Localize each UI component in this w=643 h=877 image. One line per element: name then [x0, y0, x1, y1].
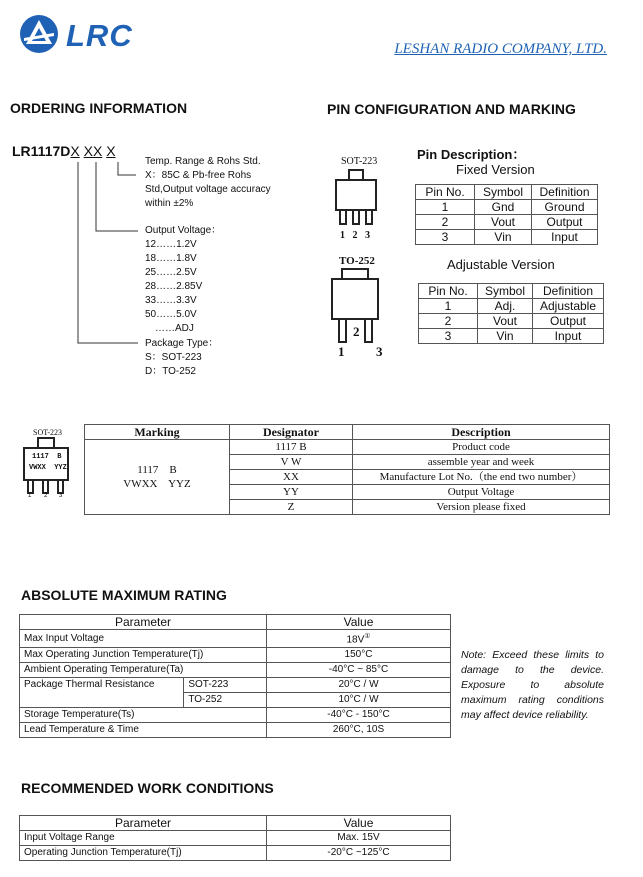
description-cell: Product code	[353, 440, 610, 455]
header-cell: Value	[267, 615, 451, 630]
rating-note: Note: Exceed these limits to damage to the device. Exposure to absolute maximum rating conditions may affect device reliability.	[461, 649, 604, 721]
value-cell: Max. 15V	[267, 831, 451, 846]
table-cell: 1	[416, 200, 475, 215]
table-row	[20, 648, 451, 663]
table-row	[20, 630, 451, 648]
table-header-row	[419, 284, 604, 299]
table-cell: Ground	[532, 200, 598, 215]
marking-package-label: SOT-223	[33, 428, 63, 437]
table-row	[20, 708, 451, 723]
header-cell: Pin No.	[419, 284, 478, 299]
header-cell: Marking	[85, 425, 230, 440]
table-cell: 3	[416, 230, 475, 245]
part-prefix: LR1117D	[12, 143, 71, 159]
table-cell: 1	[419, 299, 478, 314]
table-cell: Adj.	[478, 299, 533, 314]
absolute-max-table	[19, 614, 451, 738]
header-cell: Value	[267, 816, 451, 831]
table-header-row	[20, 816, 451, 831]
table-cell: Adjustable	[533, 299, 604, 314]
table-row	[416, 215, 598, 230]
marking-cell	[85, 440, 230, 515]
sot223-pin-numbers: 1 2 3	[340, 230, 370, 241]
value-cell: 260°C, 10S	[267, 723, 451, 738]
table-row	[20, 678, 451, 693]
voltage-item: 50……5.0V	[145, 309, 197, 320]
voltage-item: 25……2.5V	[145, 267, 197, 278]
table-row	[85, 440, 610, 455]
param-cell: Input Voltage Range	[20, 831, 267, 846]
table-row	[20, 831, 451, 846]
temp-line: Std,Output voltage accuracy	[145, 184, 271, 195]
value-cell: -20°C ~125°C	[267, 846, 451, 861]
package-cell: TO-252	[184, 693, 267, 708]
to252-label: TO-252	[339, 255, 375, 267]
value-cell: 10°C / W	[267, 693, 451, 708]
voltage-item: 18……1.8V	[145, 253, 197, 264]
value-cell	[267, 630, 451, 648]
value-cell: 20°C / W	[267, 678, 451, 693]
description-cell: Version please fixed	[353, 500, 610, 515]
param-cell: Ambient Operating Temperature(Ta)	[20, 663, 267, 678]
header-cell: Symbol	[478, 284, 533, 299]
voltage-list	[145, 224, 221, 336]
part-voltage-code: XX	[83, 143, 103, 159]
table-cell: Vout	[475, 215, 532, 230]
ordering-title: ORDERING INFORMATION	[10, 100, 188, 116]
voltage-item: 33……3.3V	[145, 295, 197, 306]
chip-mark-line1: 1117 B	[32, 453, 62, 461]
designator-cell: YY	[230, 485, 353, 500]
sot223-package-icon	[330, 168, 390, 230]
recommended-title: RECOMMENDED WORK CONDITIONS	[21, 780, 274, 796]
chip-pin-1: 1	[28, 493, 32, 499]
package-cell: SOT-223	[184, 678, 267, 693]
table-cell: 2	[419, 314, 478, 329]
value-cell: -40°C ~ 85°C	[267, 663, 451, 678]
header-cell: Definition	[532, 185, 598, 200]
table-cell: Vin	[478, 329, 533, 344]
adjustable-version-title: Adjustable Version	[447, 257, 555, 272]
header-cell: Designator	[230, 425, 353, 440]
temp-line: within ±2%	[145, 198, 194, 209]
to252-pin2: 2	[353, 324, 360, 339]
sot223-label: SOT-223	[341, 156, 378, 167]
value-cell: 150°C	[267, 648, 451, 663]
table-cell: Input	[533, 329, 604, 344]
param-cell: Max Operating Junction Temperature(Tj)	[20, 648, 267, 663]
designator-cell: XX	[230, 470, 353, 485]
param-cell: Package Thermal Resistance	[20, 678, 184, 708]
company-name: LESHAN RADIO COMPANY, LTD.	[394, 41, 607, 57]
chip-pin-3: 3	[59, 493, 63, 499]
voltage-item: ……ADJ	[155, 323, 194, 334]
package-type-list	[145, 337, 218, 379]
param-cell: Lead Temperature & Time	[20, 723, 267, 738]
logo-text: LRC	[66, 18, 133, 53]
table-row	[419, 329, 604, 344]
header-cell: Definition	[533, 284, 604, 299]
package-item: D：TO-252	[145, 366, 196, 377]
param-cell: Storage Temperature(Ts)	[20, 708, 267, 723]
table-cell: Output	[533, 314, 604, 329]
to252-pin1: 1	[338, 344, 345, 359]
chip-mark-line2: VWXX YYZ	[29, 464, 67, 472]
to252-pin3: 3	[376, 344, 383, 359]
fixed-version-title: Fixed Version	[456, 162, 535, 177]
header-cell: Description	[353, 425, 610, 440]
table-cell: Input	[532, 230, 598, 245]
pin-description-title: Pin Description：	[417, 147, 526, 162]
table-header-row	[85, 425, 610, 440]
package-heading: Package Type：	[145, 338, 219, 349]
temp-range-text	[145, 155, 271, 211]
part-temp-code: X	[106, 143, 116, 159]
table-row	[20, 723, 451, 738]
table-row	[416, 230, 598, 245]
adjustable-pin-table	[418, 283, 604, 344]
table-row	[416, 200, 598, 215]
temp-line: Temp. Range & Rohs Std.	[145, 156, 261, 167]
table-cell: Gnd	[475, 200, 532, 215]
table-cell: Vin	[475, 230, 532, 245]
table-row	[419, 299, 604, 314]
absolute-max-title: ABSOLUTE MAXIMUM RATING	[21, 587, 227, 603]
header-cell: Parameter	[20, 615, 267, 630]
table-cell: Output	[532, 215, 598, 230]
description-cell: assemble year and week	[353, 455, 610, 470]
designator-cell: V W	[230, 455, 353, 470]
marking-line: 1117 B	[137, 464, 177, 476]
pin-config-title: PIN CONFIGURATION AND MARKING	[327, 101, 576, 117]
voltage-item: 28……2.85V	[145, 281, 203, 292]
chip-pin-2: 2	[44, 493, 48, 499]
table-cell: Vout	[478, 314, 533, 329]
fixed-pin-table	[415, 184, 598, 245]
marking-line: VWXX YYZ	[123, 478, 191, 490]
header-cell: Pin No.	[416, 185, 475, 200]
voltage-heading: Output Voltage：	[145, 225, 222, 236]
voltage-item: 12……1.2V	[145, 239, 197, 250]
table-row	[20, 846, 451, 861]
package-item: S：SOT-223	[145, 352, 202, 363]
designator-cell: Z	[230, 500, 353, 515]
header-cell: Parameter	[20, 816, 267, 831]
param-cell: Max Input Voltage	[20, 630, 267, 648]
part-package-code: X	[70, 143, 80, 159]
table-header-row	[416, 185, 598, 200]
header-cell: Symbol	[475, 185, 532, 200]
description-cell: Output Voltage	[353, 485, 610, 500]
description-cell: Manufacture Lot No.（the end two number）	[353, 470, 610, 485]
value-text: 18V	[346, 634, 365, 646]
footnote-mark: ①	[364, 633, 371, 640]
table-cell: 2	[416, 215, 475, 230]
table-row	[419, 314, 604, 329]
table-cell: 3	[419, 329, 478, 344]
param-cell: Operating Junction Temperature(Tj)	[20, 846, 267, 861]
value-cell: -40°C - 150°C	[267, 708, 451, 723]
table-header-row	[20, 615, 451, 630]
marking-table	[84, 424, 610, 515]
designator-cell: 1117 B	[230, 440, 353, 455]
table-row	[20, 663, 451, 678]
temp-line: X：85C & Pb-free Rohs	[145, 170, 252, 181]
recommended-table	[19, 815, 451, 861]
